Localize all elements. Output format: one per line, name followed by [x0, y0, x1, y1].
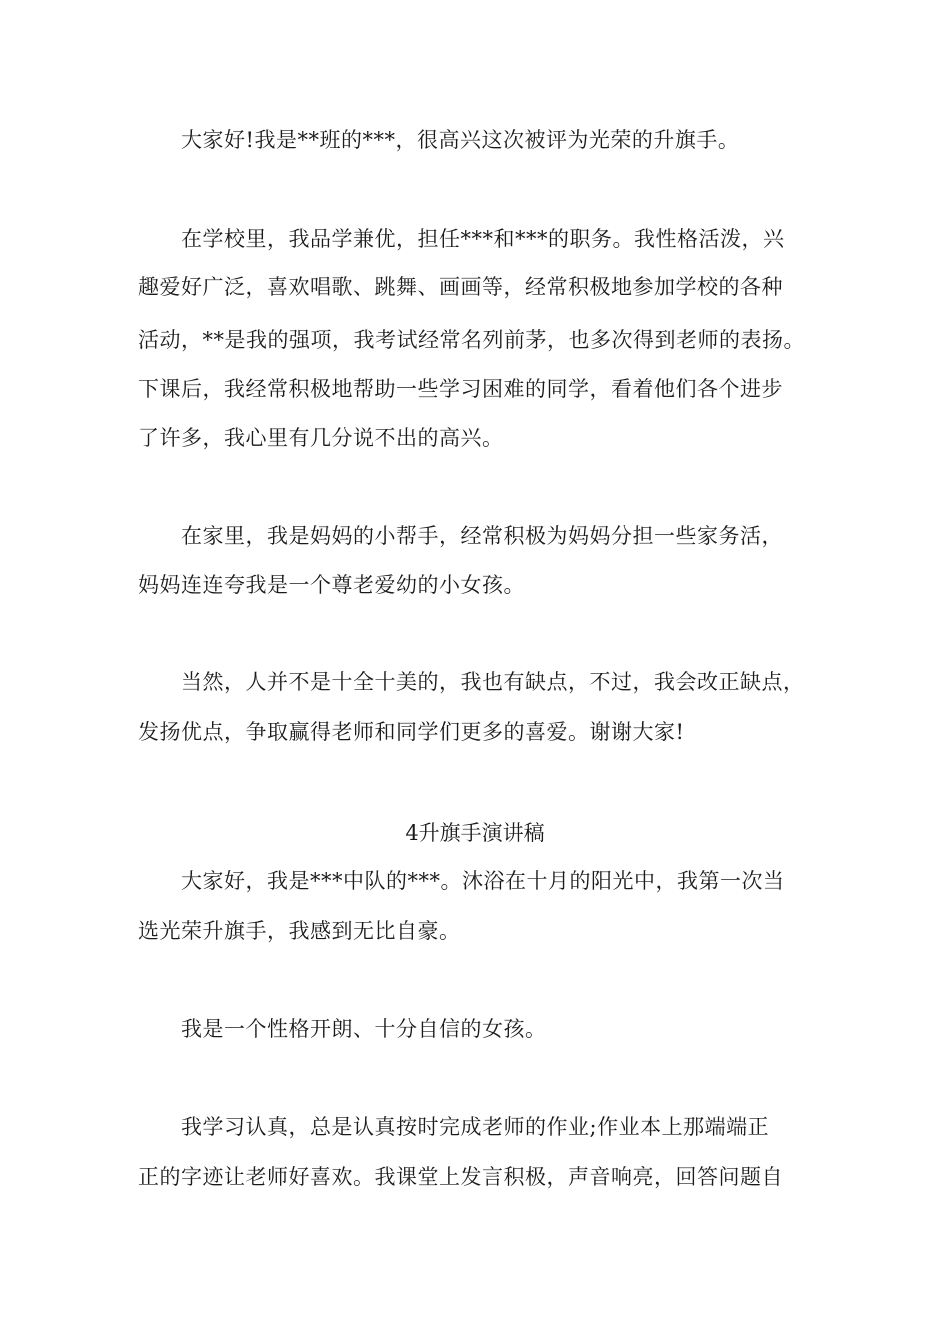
- section-paragraph-3-line-2: 正的字迹让老师好喜欢。我课堂上发言积极，声音响亮，回答问题自: [138, 1165, 783, 1189]
- paragraph-4-line-2: 发扬优点，争取赢得老师和同学们更多的喜爱。谢谢大家!: [138, 720, 685, 744]
- paragraph-2-line-4: 下课后，我经常积极地帮助一些学习困难的同学，看着他们各个进步: [138, 377, 783, 401]
- section-paragraph-1-line-1: 大家好，我是***中队的***。沐浴在十月的阳光中，我第一次当: [138, 869, 785, 893]
- section-paragraph-2-line-1: 我是一个性格开朗、十分自信的女孩。: [138, 1017, 547, 1041]
- section-paragraph-1-line-2: 选光荣升旗手，我感到无比自豪。: [138, 919, 461, 943]
- paragraph-3-line-2: 妈妈连连夸我是一个尊老爱幼的小女孩。: [138, 573, 525, 597]
- paragraph-2-line-2: 趣爱好广泛，喜欢唱歌、跳舞、画画等，经常积极地参加学校的各种: [138, 275, 783, 299]
- paragraph-3-line-1: 在家里，我是妈妈的小帮手，经常积极为妈妈分担一些家务活，: [138, 524, 783, 548]
- section-heading: 4升旗手演讲稿: [405, 821, 545, 845]
- section-paragraph-3-line-1: 我学习认真，总是认真按时完成老师的作业;作业本上那端端正: [138, 1115, 770, 1139]
- paragraph-2-line-5: 了许多，我心里有几分说不出的高兴。: [138, 426, 504, 450]
- paragraph-4-line-1: 当然，人并不是十全十美的，我也有缺点，不过，我会改正缺点，: [138, 670, 805, 694]
- paragraph-2-line-1: 在学校里，我品学兼优，担任***和***的职务。我性格活泼，兴: [138, 227, 785, 251]
- paragraph-1-line-1: 大家好!我是**班的***，很高兴这次被评为光荣的升旗手。: [138, 128, 740, 152]
- paragraph-2-line-3: 活动，**是我的强项，我考试经常名列前茅，也多次得到老师的表扬。: [138, 328, 805, 352]
